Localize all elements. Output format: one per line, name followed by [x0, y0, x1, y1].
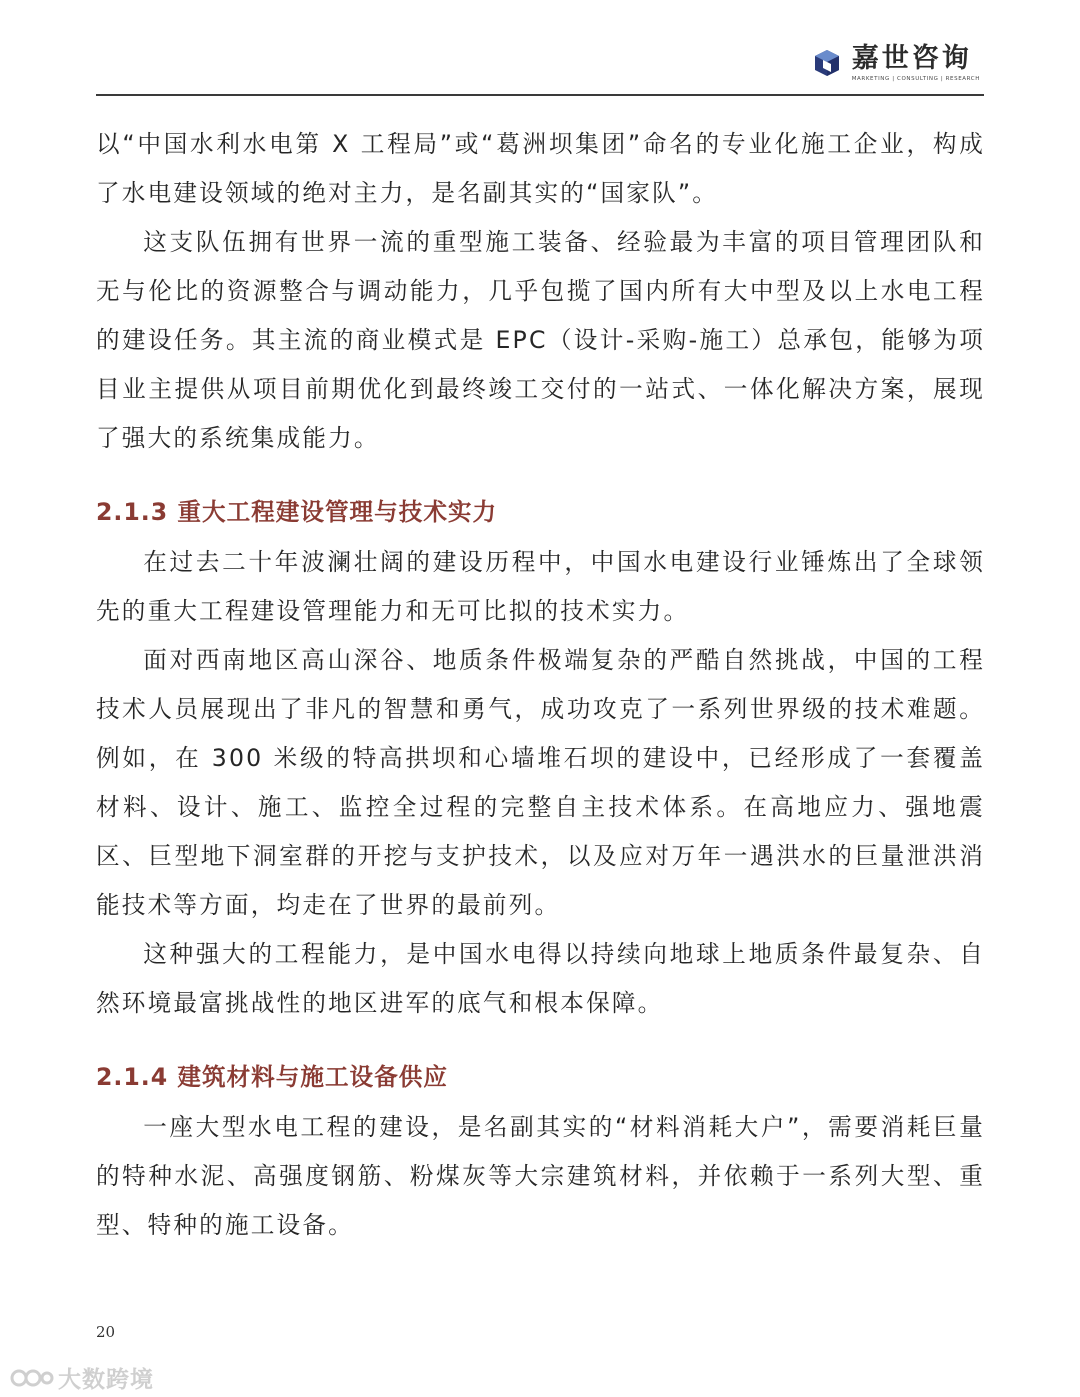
section-heading-2-1-4: 2.1.4 建筑材料与施工设备供应 [96, 1063, 448, 1091]
brand-logo [812, 44, 980, 82]
page-number: 20 [96, 1323, 116, 1341]
watermark [10, 1361, 154, 1394]
brand-tagline: MARKETING | CONSULTING | RESEARCH [851, 76, 980, 82]
header-divider [96, 94, 984, 96]
body-paragraph: 面对西南地区高山深谷、地质条件极端复杂的严酷自然挑战，中国的工程技术人员展现出了非凡的智慧和勇气，成功攻克了一系列世界级的技术难题。例如，在 300 米级的特高拱坝和心墙堆石坝的建设中，已经形成了一套覆盖材料、设计、施工、监控全过程的完整自主技术体系。在高地应力、强地震区、巨型地下洞室群的开挖与支护技术，以及应对万年一遇洪水的巨量泄洪消能技术等方面，均走在了世界的最前列。 [96, 646, 985, 919]
document-body [96, 120, 985, 1250]
brand-name: 嘉世咨询 [851, 43, 972, 74]
section-heading-2-1-3: 2.1.3 重大工程建设管理与技术实力 [96, 498, 498, 526]
body-paragraph: 在过去二十年波澜壮阔的建设历程中，中国水电建设行业锤炼出了全球领先的重大工程建设管理能力和无可比拟的技术实力。 [96, 548, 985, 625]
body-paragraph: 一座大型水电工程的建设，是名副其实的“材料消耗大户”，需要消耗巨量的特种水泥、高强度钢筋、粉煤灰等大宗建筑材料，并依赖于一系列大型、重型、特种的施工设备。 [96, 1113, 985, 1239]
watermark-logo-icon [10, 1367, 54, 1389]
cube-logo-icon [812, 48, 842, 78]
watermark-text: 大数跨境 [58, 1367, 154, 1393]
body-paragraph: 这支队伍拥有世界一流的重型施工装备、经验最为丰富的项目管理团队和无与伦比的资源整合与调动能力，几乎包揽了国内所有大中型及以上水电工程的建设任务。其主流的商业模式是 EPC（设计-采购-施工）总承包，能够为项目业主提供从项目前期优化到最终竣工交付的一站式、一体化解决方案，展现了强大的系统集成能力。 [96, 228, 985, 452]
body-paragraph: 这种强大的工程能力，是中国水电得以持续向地球上地质条件最复杂、自然环境最富挑战性的地区进军的底气和根本保障。 [96, 940, 985, 1017]
body-paragraph: 以“中国水利水电第 X 工程局”或“葛洲坝集团”命名的专业化施工企业，构成了水电建设领域的绝对主力，是名副其实的“国家队”。 [96, 130, 985, 207]
